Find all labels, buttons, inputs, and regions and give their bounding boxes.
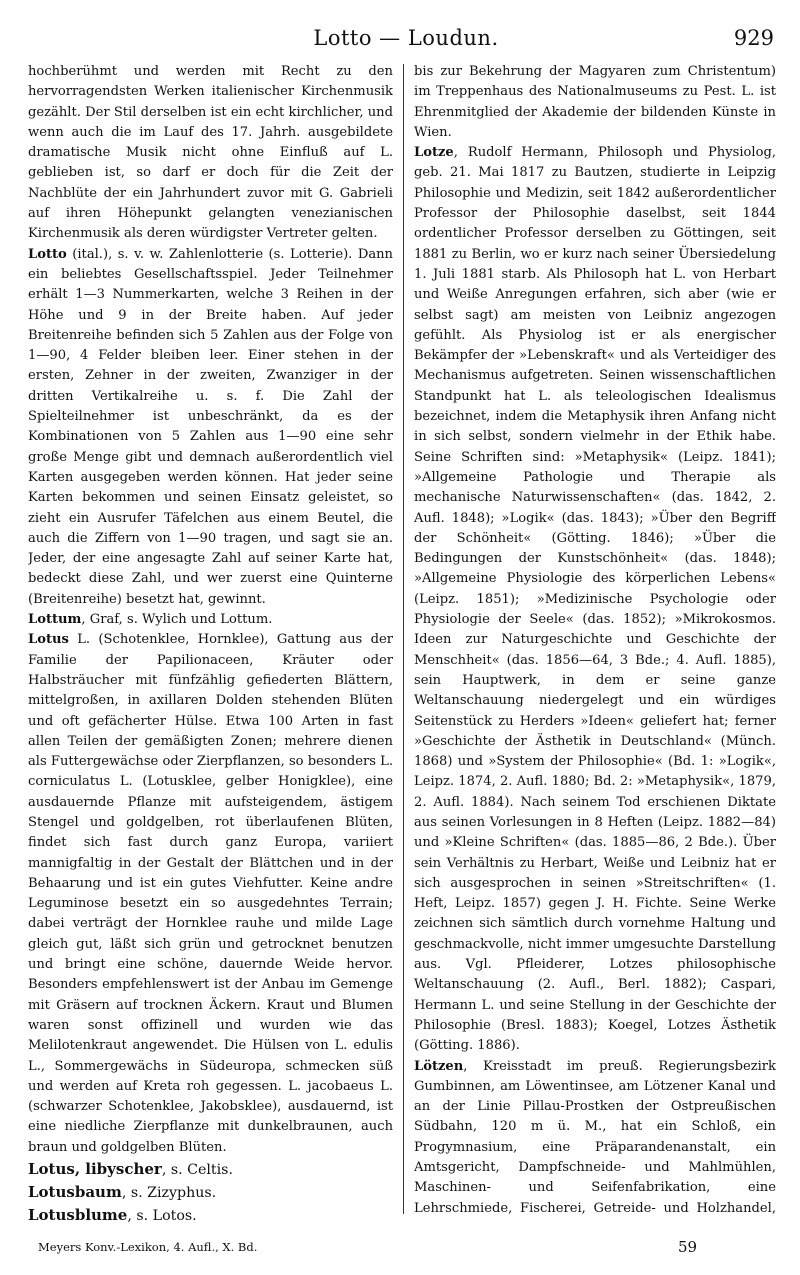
entry-lottum (28, 610, 393, 630)
signature-mark: 59 (678, 1238, 698, 1256)
xref-text: , s. Zizyphus. (121, 1185, 217, 1202)
right-column (414, 62, 776, 1222)
headword-lotusblume: Lotusblume (28, 1206, 128, 1222)
headword-lotus-libyscher: Lotus, libyscher (28, 1160, 162, 1179)
xref-text: , s. Celtis. (161, 1162, 233, 1179)
entry-lotto-text: (ital.), s. v. w. Zahlenlotterie (s. Lotterie). Dann ein beliebtes Gesellschaftsspiel. Jeder Teilnehmer erhält 1—3 Nummerkarten, welche 3 Reihen in der Höhe und 9 in der Breite haben. Auf jeder Breitenreihe befinden sich 5 Zahlen aus der Folge von 1—90, 4 Felder bleiben leer. Einer stehen in der ersten, Zehner in der zweiten, Zwanziger in der dritten Vertikalreihe u. s. f. Die Zahl der Spielteilnehmer ist unbeschränkt, da es der Kombinationen von 5 Zahlen aus 1—90 eine sehr große Menge gibt und demnach außerordentlich viel Karten ausgegeben werden können. Hat jeder seine Karten bekommen und seinen Einsatz geleistet, so zieht ein Ausrufer Täfelchen aus einem Beutel, die auch die Ziffern von 1—90 tragen, und sagt sie an. Jeder, der eine angesagte Zahl auf seiner Karte hat, bedeckt diese Zahl, und wer zuerst eine Quinterne (Breitenreihe) besetzt hat, gewinnt. (28, 246, 393, 607)
entry-lottum-text: , Graf, s. Wylich und Lottum. (81, 612, 273, 628)
headword-lotusbaum: Lotusbaum (28, 1183, 122, 1202)
headword-lotus: Lotus (28, 632, 69, 648)
entry-lotto (28, 245, 393, 610)
entry-loetzen-text: , Kreisstadt im preuß. Regierungsbezirk Gumbinnen, am Löwentinsee, am Lötzener Kanal und an der Linie Pillau-Prostken der Ostpreußischen Südbahn, 120 m ü. M., hat ein Schloß, ein Progymnasium, eine Präparandenanstalt, ein Amtsgericht, Dampfschneide- und Mahlmühlen, Maschinen- und Seifenfabrikation, eine Lehrschmiede, Fischerei, Getreide- und Holzhandel, (414, 1058, 776, 1216)
entry-lotze-text: , Rudolf Hermann, Philosoph und Physiolog, geb. 21. Mai 1817 zu Bautzen, studierte in Leipzig Philosophie und Medizin, seit 1842 außerordentlicher Professor der Philosophie daselbst, seit 1844 ordentlicher Professor derselben zu Göttingen, seit 1881 zu Berlin, wo er kurz nach seiner Übersiedelung 1. Juli 1881 starb. Als Philosoph hat L. von Herbart und Weiße Anregungen erfahren, sich aber (wie er selbst sagt) am meisten von Leibniz angezogen gefühlt. Als Physiolog ist er als energischer Bekämpfer der »Lebenskraft« und als Verteidiger des Mechanismus aufgetreten. Seinen wissenschaftlichen Standpunkt hat L. als teleologischen Idealismus bezeichnet, indem die Metaphysik ihren Anfang nicht in sich selbst, sondern vielmehr in der Ethik habe. Seine Schriften sind: »Metaphysik« (Leipz. 1841); »Allgemeine Pathologie und Therapie als mechanische Naturwissenschaften« (das. 1842, 2. Aufl. 1848); »Logik« (das. 1843); »Über den Begriff der Schönheit« (Götting. 1846); »Über die Bedingungen der Kunstschönheit« (das. 1848); »Allgemeine Physiologie des körperlichen Lebens« (Leipz. 1851); »Medizinische Psychologie oder Physiologie der Seele« (das. 1852); »Mikrokosmos. Ideen zur Naturgeschichte und Geschichte der Menschheit« (das. 1856—64, 3 Bde.; 4. Aufl. 1885), sein Hauptwerk, in dem er seine ganze Weltanschauung niedergelegt und ein würdiges Seitenstück zu Herders »Ideen« geliefert hat; ferner »Geschichte der Ästhetik in Deutschland« (Münch. 1868) und »System der Philosophie« (Bd. 1: »Logik«, Leipz. 1874, 2. Aufl. 1880; Bd. 2: »Metaphysik«, 1879, 2. Aufl. 1884). Nach seinem Tod erschienen Diktate aus seinen Vorlesungen in 8 Heften (Leipz. 1882—84) und »Kleine Schriften« (das. 1885—86, 2 Bde.). Über sein Verhältnis zu Herbart, Weiße und Leibniz hat er sich ausgesprochen in seinen »Streitschriften« (1. Heft, Leipz. 1857) gegen J. H. Fichte. Seine Werke zeichnen sich sämtlich durch vornehme Haltung und geschmackvolle, nicht immer umgesuchte Darstellung aus. Vgl. Pfleiderer, Lotzes philosophische Weltanschauung (2. Aufl., Berl. 1882); Caspari, Hermann L. und seine Stellung in der Geschichte der Philosophie (Bresl. 1883); Koegel, Lotzes Ästhetik (Götting. 1886). (414, 145, 776, 1054)
entry-lotze (414, 143, 776, 1056)
headword-lotze: Lotze (414, 145, 454, 161)
entry-lotus-libyscher (28, 1158, 393, 1181)
entry-lotusblume (28, 1204, 393, 1222)
headword-lotto: Lotto (28, 246, 67, 262)
entry-loetzen (414, 1057, 776, 1222)
xref-text: , s. Lotos. (127, 1208, 197, 1222)
entry-lotusbaum (28, 1181, 393, 1204)
entry-lotus-text: L. (Schotenklee, Hornklee), Gattung aus der Familie der Papilionaceen, Kräuter oder Halbsträucher mit fünfzählig gefiederten Blättern, mittelgroßen, in axillaren Dolden stehenden Blüten und oft gefächerter Hülse. Etwa 100 Arten in fast allen Teilen der gemäßigten Zonen; mehrere dienen als Futtergewächse oder Zierpflanzen, so besonders L. corniculatus L. (Lotusklee, gelber Honigklee), eine ausdauernde Pflanze mit aufsteigendem, ästigem Stengel und goldgelben, rot überlaufenen Blüten, findet sich fast durch ganz Europa, variiert mannigfaltig in der Gestalt der Blättchen und in der Behaarung und ist ein gutes Viehfutter. Keine andre Leguminose besetzt ein so ausgedehntes Terrain; dabei verträgt der Hornklee rauhe und milde Lage gleich gut, läßt sich grün und getrocknet benutzen und bringt eine schöne, dauernde Weide hervor. Besonders empfehlenswert ist der Anbau im Gemenge mit Gräsern auf trocknen Äckern. Kraut und Blumen waren sonst offizinell und wurden wie das Melilotenkraut angewendet. Die Hülsen von L. edulis L., Sommergewächs in Südeuropa, schmecken süß und werden auf Kreta roh gegessen. L. jacobaeus L. (schwarzer Schotenklee, Jakobsklee), ausdauernd, ist eine niedliche Zierpflanze mit dunkelbraunen, auch braun und goldgelben Blüten. (28, 632, 393, 1155)
continued-entry-text: hochberühmt und werden mit Recht zu den hervorragendsten Werken italienischer Kirchenmusik gezählt. Der Stil derselben ist ein echt kirchlicher, und wenn auch die im Lauf des 17. Jahrh. ausgebildete dramatische Musik nicht ohne Einfluß auf L. geblieben ist, so darf er doch für die Zeit der Nachblüte der ein Jahrhundert zuvor mit G. Gabrieli auf ihren Höhepunkt gelangten venezianischen Kirchenmusik als deren würdigster Vertreter gelten. (28, 64, 393, 242)
running-title: Lotto — Loudun. (313, 26, 499, 50)
left-column (28, 62, 393, 1222)
headword-lottum: Lottum (28, 612, 82, 628)
headword-loetzen: Lötzen (414, 1058, 464, 1074)
column-divider (403, 64, 404, 1214)
page-footer (38, 1238, 774, 1258)
entry-lotus (28, 630, 393, 1158)
source-line: Meyers Konv.-Lexikon, 4. Aufl., X. Bd. (38, 1240, 258, 1254)
page-number: 929 (733, 26, 774, 50)
page-header (38, 26, 774, 52)
continued-entry-text: bis zur Bekehrung der Magyaren zum Christentum) im Treppenhaus des Nationalmuseums zu Pest. L. ist Ehrenmitglied der Akademie der bildenden Künste in Wien. (414, 64, 776, 140)
